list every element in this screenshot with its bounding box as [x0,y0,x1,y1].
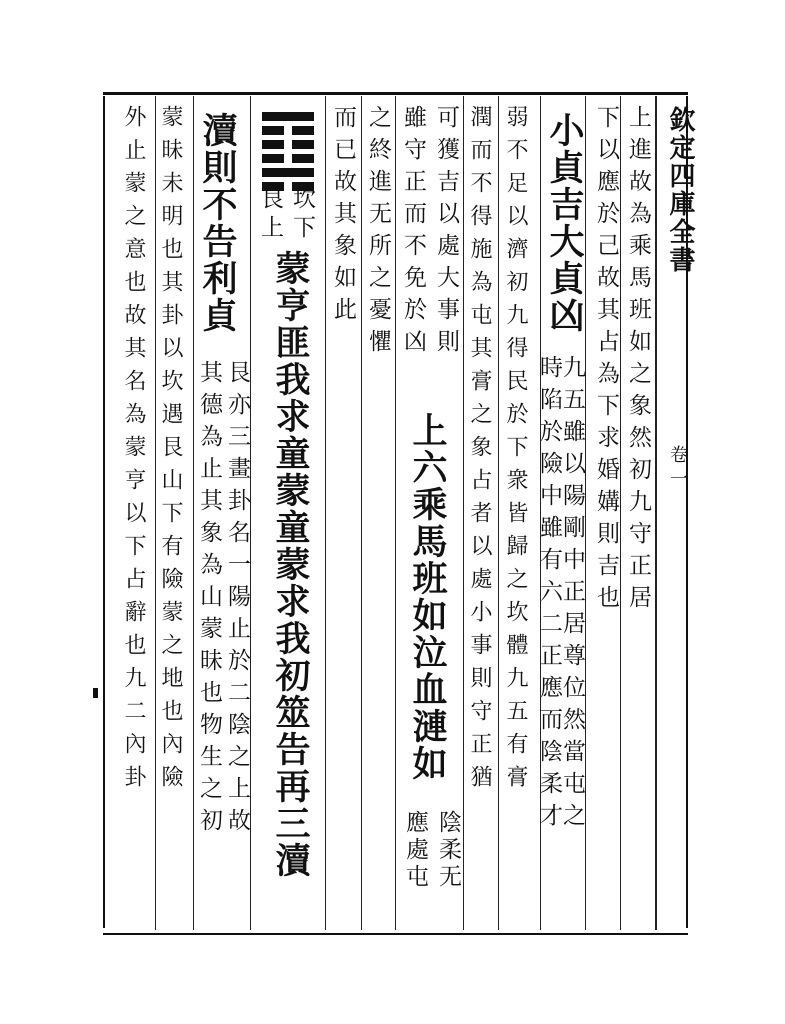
text-column-5: 弱不足以濟初九得民於下衆皆歸之坎體九五有膏 [503,105,528,798]
volume-label: 卷一 [667,445,688,493]
text-column-14: 蒙昧未明也其卦以坎遇艮山下有險蒙之地也內險 [158,105,183,798]
column-rule [361,96,362,930]
hexagram-symbol [262,112,314,196]
yin-line [262,126,314,135]
text-column-3-note: 九五雖以陽剛中正居尊位然當屯之 [559,355,585,835]
text-column-10: 而已故其象如此 [330,105,356,329]
text-column-9: 之終進无所之憂懼 [365,105,391,361]
text-column-3-main: 小貞吉大貞凶 [544,112,585,334]
text-column-15: 外止蒙之意也故其名為蒙亨以下占辭也九二內卦 [121,105,146,798]
yang-line [262,112,314,121]
book-title: 欽定四庫全書 [665,106,695,274]
text-column-13: 其德為止其象為山蒙昧也物生之初 [196,360,222,840]
text-column-1: 上進故為乘馬班如之象然初九守正居 [625,105,651,617]
binding-mark [93,688,98,698]
border-left [103,96,105,928]
upper-trigram-label: 艮上 [257,186,283,244]
yin-line [262,140,314,149]
column-rule [585,96,586,930]
text-column-2: 下以應於己故其占為下求婚媾則吉也 [593,105,619,617]
text-column-9-tail: 應處屯 [402,810,428,891]
text-column-6: 潤而不得施為屯其膏之象占者以處小事則守正猶 [467,105,492,798]
column-rule [155,96,156,930]
text-column-8-main: 上六乘馬班如泣血漣如 [407,412,448,782]
lower-trigram-label: 坎下 [289,186,315,244]
text-column-12-note: 艮亦三畫卦名一陽止於二陰之上故 [224,360,250,840]
yang-line [262,168,314,177]
column-rule [250,96,251,930]
hexagram-judgment: 蒙亨匪我求童蒙童蒙求我初筮告再三瀆 [270,250,311,879]
text-column-7: 可獲吉以處大事則 [433,105,459,361]
text-column-8-tail: 陰柔无 [435,810,461,891]
column-rule [395,96,396,930]
margin-divider [655,96,657,930]
column-rule [325,96,326,930]
text-column-12-main: 瀆則不告利貞 [197,112,238,334]
text-column-4: 時陷於險中雖有六二正應而陰柔才 [536,355,562,835]
column-rule [498,96,499,930]
text-column-8-note: 雖守正而不免於凶 [400,105,426,361]
column-rule [193,96,194,930]
yin-line [262,154,314,163]
column-rule [463,96,464,930]
column-rule [620,96,621,930]
